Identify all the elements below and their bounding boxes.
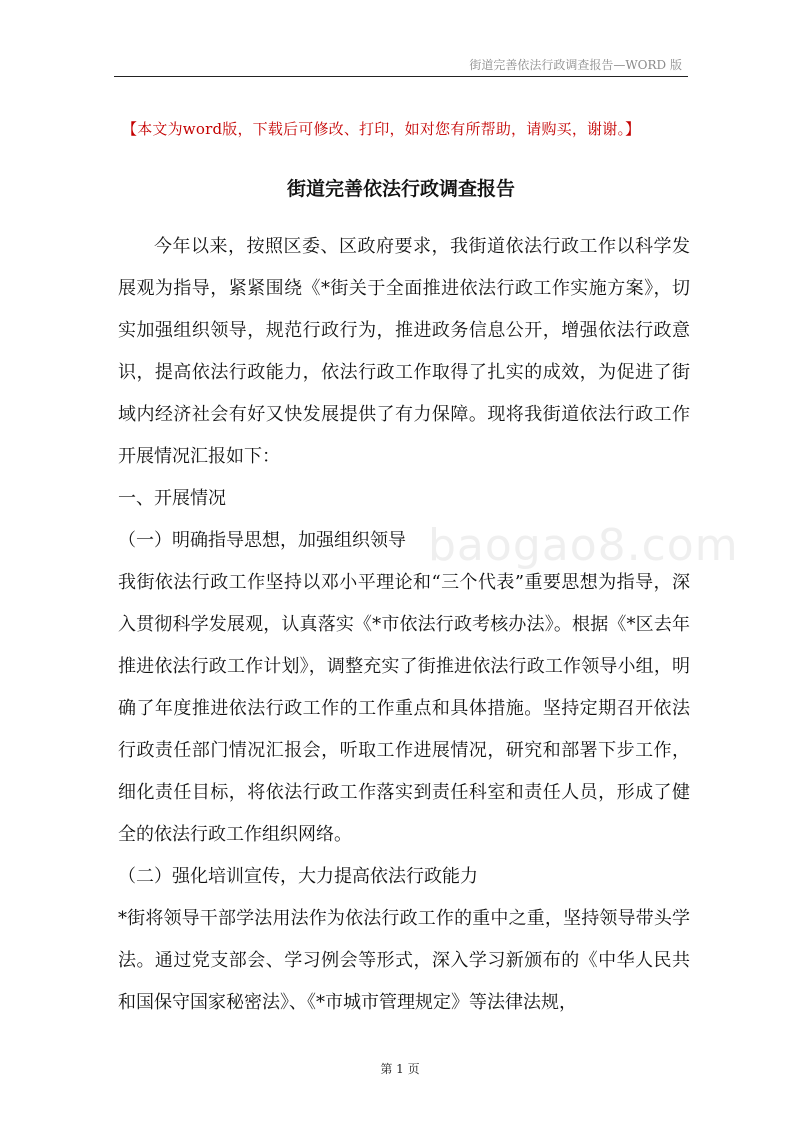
subsection-paragraph-2: *街将领导干部学法用法作为依法行政工作的重中之重，坚持领导带头学法。通过党支部会、学习例会等形式，深入学习新颁布的《中华人民共和国保守国家秘密法》、《*市城市管理规定》等法律法规， [118, 908, 690, 1013]
purchase-notice: 【本文为word版，下载后可修改、打印，如对您有所帮助，请购买，谢谢。】 [122, 120, 641, 138]
page-number: 第 1 页 [380, 1062, 420, 1076]
document-title: 街道完善依法行政调查报告 [286, 178, 515, 200]
intro-paragraph: 今年以来，按照区委、区政府要求，我街道依法行政工作以科学发展观为指导，紧紧围绕《*街关于全面推进依法行政工作实施方案》，切实加强组织领导，规范行政行为，推进政务信息公开，增强依法行政意识，提高依法行政能力，依法行政工作取得了扎实的成效，为促进了街域内经济社会有好又快发展提供了有力保障。现将我街道依法行政工作开展情况汇报如下： [118, 236, 690, 467]
header-divider [114, 76, 688, 77]
watermark: baogao8.com [428, 520, 739, 571]
subsection-heading-1: （一）明确指导思想，加强组织领导 [118, 530, 406, 551]
subsection-paragraph-1: 我街依法行政工作坚持以邓小平理论和“三个代表”重要思想为指导，深入贯彻科学发展观，认真落实《*市依法行政考核办法》。根据《*区去年推进依法行政工作计划》，调整充实了街推进依法行政工作领导小组，明确了年度推进依法行政工作的工作重点和具体措施。坚持定期召开依法行政责任部门情况汇报会，听取工作进展情况，研究和部署下步工作，细化责任目标，将依法行政工作落实到责任科室和责任人员，形成了健全的依法行政工作组织网络。 [118, 572, 690, 845]
section-heading-overview: 一、开展情况 [118, 488, 226, 509]
running-header: 街道完善依法行政调查报告—WORD 版 [469, 58, 682, 72]
document-body [118, 226, 690, 1024]
subsection-heading-2: （二）强化培训宣传，大力提高依法行政能力 [118, 866, 478, 887]
